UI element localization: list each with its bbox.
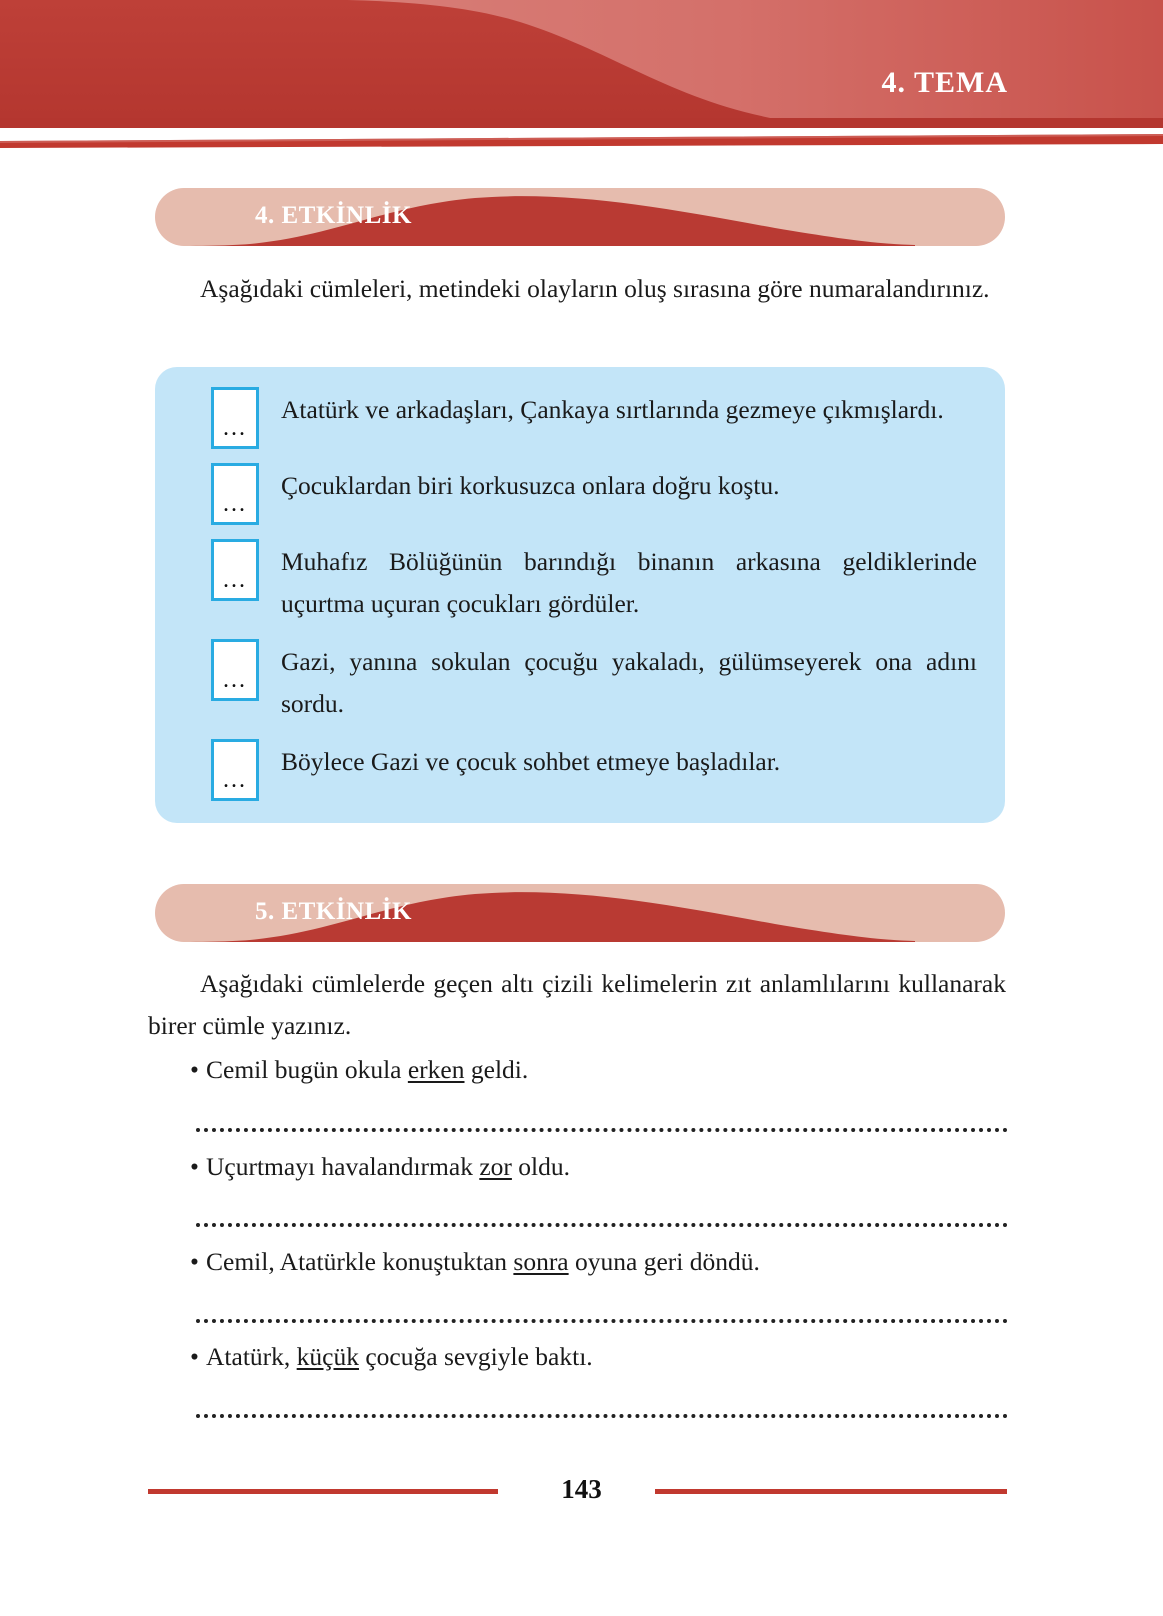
activity-4-label: 4. ETKİNLİK <box>255 202 412 229</box>
header-wave-graphic <box>0 0 1163 128</box>
sentence-2-after: oldu. <box>511 1152 570 1181</box>
order-placeholder-4: ... <box>223 667 247 693</box>
ordering-item-text-4: Gazi, yanına sokulan çocuğu yakaladı, gülümseyerek ona adını sordu. <box>281 647 977 718</box>
antonym-sentence-1 <box>190 1051 1010 1089</box>
sentence-4-before: Atatürk, <box>206 1342 297 1371</box>
ordering-item-text-2: Çocuklardan biri korkusuzca onlara doğru koştu. <box>281 471 780 500</box>
ordering-item <box>211 461 977 525</box>
ordering-item <box>211 385 977 449</box>
activity-4-banner <box>155 188 1005 246</box>
sentence-1-before: Cemil bugün okula <box>206 1055 408 1084</box>
sentence-4-after: çocuğa sevgiyle baktı. <box>358 1342 593 1371</box>
sentence-2-before: Uçurtmayı havalandırmak <box>206 1152 480 1181</box>
header-accent-stripe <box>0 130 1163 148</box>
sentence-1-after: geldi. <box>464 1055 529 1084</box>
order-number-input-5[interactable] <box>211 739 259 801</box>
ordering-item-text-5: Böylece Gazi ve çocuk sohbet etmeye başladılar. <box>281 747 781 776</box>
bullet-icon: • <box>190 1342 199 1371</box>
sentence-3-after: oyuna geri döndü. <box>568 1247 760 1276</box>
sentence-2-underlined-word: zor <box>479 1152 512 1181</box>
page-title: 4. TEMA <box>881 66 1008 99</box>
order-placeholder-3: ... <box>223 567 247 593</box>
sentence-3-underlined-word: sonra <box>513 1247 569 1276</box>
bullet-icon: • <box>190 1055 199 1084</box>
order-number-input-1[interactable] <box>211 387 259 449</box>
activity-5-label: 5. ETKİNLİK <box>255 898 412 925</box>
ordering-item <box>211 537 977 625</box>
order-placeholder-2: ... <box>223 491 247 517</box>
answer-line-2[interactable] <box>196 1219 1008 1227</box>
answer-line-1[interactable] <box>196 1124 1008 1132</box>
order-number-input-3[interactable] <box>211 539 259 601</box>
answer-line-3[interactable] <box>196 1315 1008 1323</box>
sentence-1-underlined-word: erken <box>407 1055 465 1084</box>
bullet-icon: • <box>190 1247 199 1276</box>
sentence-4-underlined-word: küçük <box>296 1342 359 1371</box>
antonym-sentence-2 <box>190 1148 1010 1186</box>
page-number: 143 <box>561 1474 602 1504</box>
antonym-sentence-4 <box>190 1338 1010 1376</box>
ordering-item-text-1: Atatürk ve arkadaşları, Çankaya sırtlarında gezmeye çıkmışlardı. <box>281 395 944 424</box>
bullet-icon: • <box>190 1152 199 1181</box>
order-placeholder-5: ... <box>223 767 247 793</box>
ordering-item-text-3: Muhafız Bölüğünün barındığı binanın arkasına geldiklerinde uçurtma uçuran çocukları gördüler. <box>281 547 977 618</box>
order-placeholder-1: ... <box>223 415 247 441</box>
answer-line-4[interactable] <box>196 1410 1008 1418</box>
ordering-item <box>211 737 977 801</box>
antonym-sentence-3 <box>190 1243 1010 1281</box>
activity-5-banner <box>155 884 1005 942</box>
activity-4-instruction: Aşağıdaki cümleleri, metindeki olayların oluş sırasına göre numaralandırınız. <box>200 274 990 303</box>
ordering-item <box>211 637 977 725</box>
ordering-activity-box <box>155 367 1005 823</box>
sentence-3-before: Cemil, Atatürkle konuştuktan <box>206 1247 514 1276</box>
page-header <box>0 0 1163 128</box>
activity-5-instruction: Aşağıdaki cümlelerde geçen altı çizili kelimelerin zıt anlamlılarını kullanarak birer cümle yazınız. <box>148 969 1006 1040</box>
order-number-input-2[interactable] <box>211 463 259 525</box>
order-number-input-4[interactable] <box>211 639 259 701</box>
